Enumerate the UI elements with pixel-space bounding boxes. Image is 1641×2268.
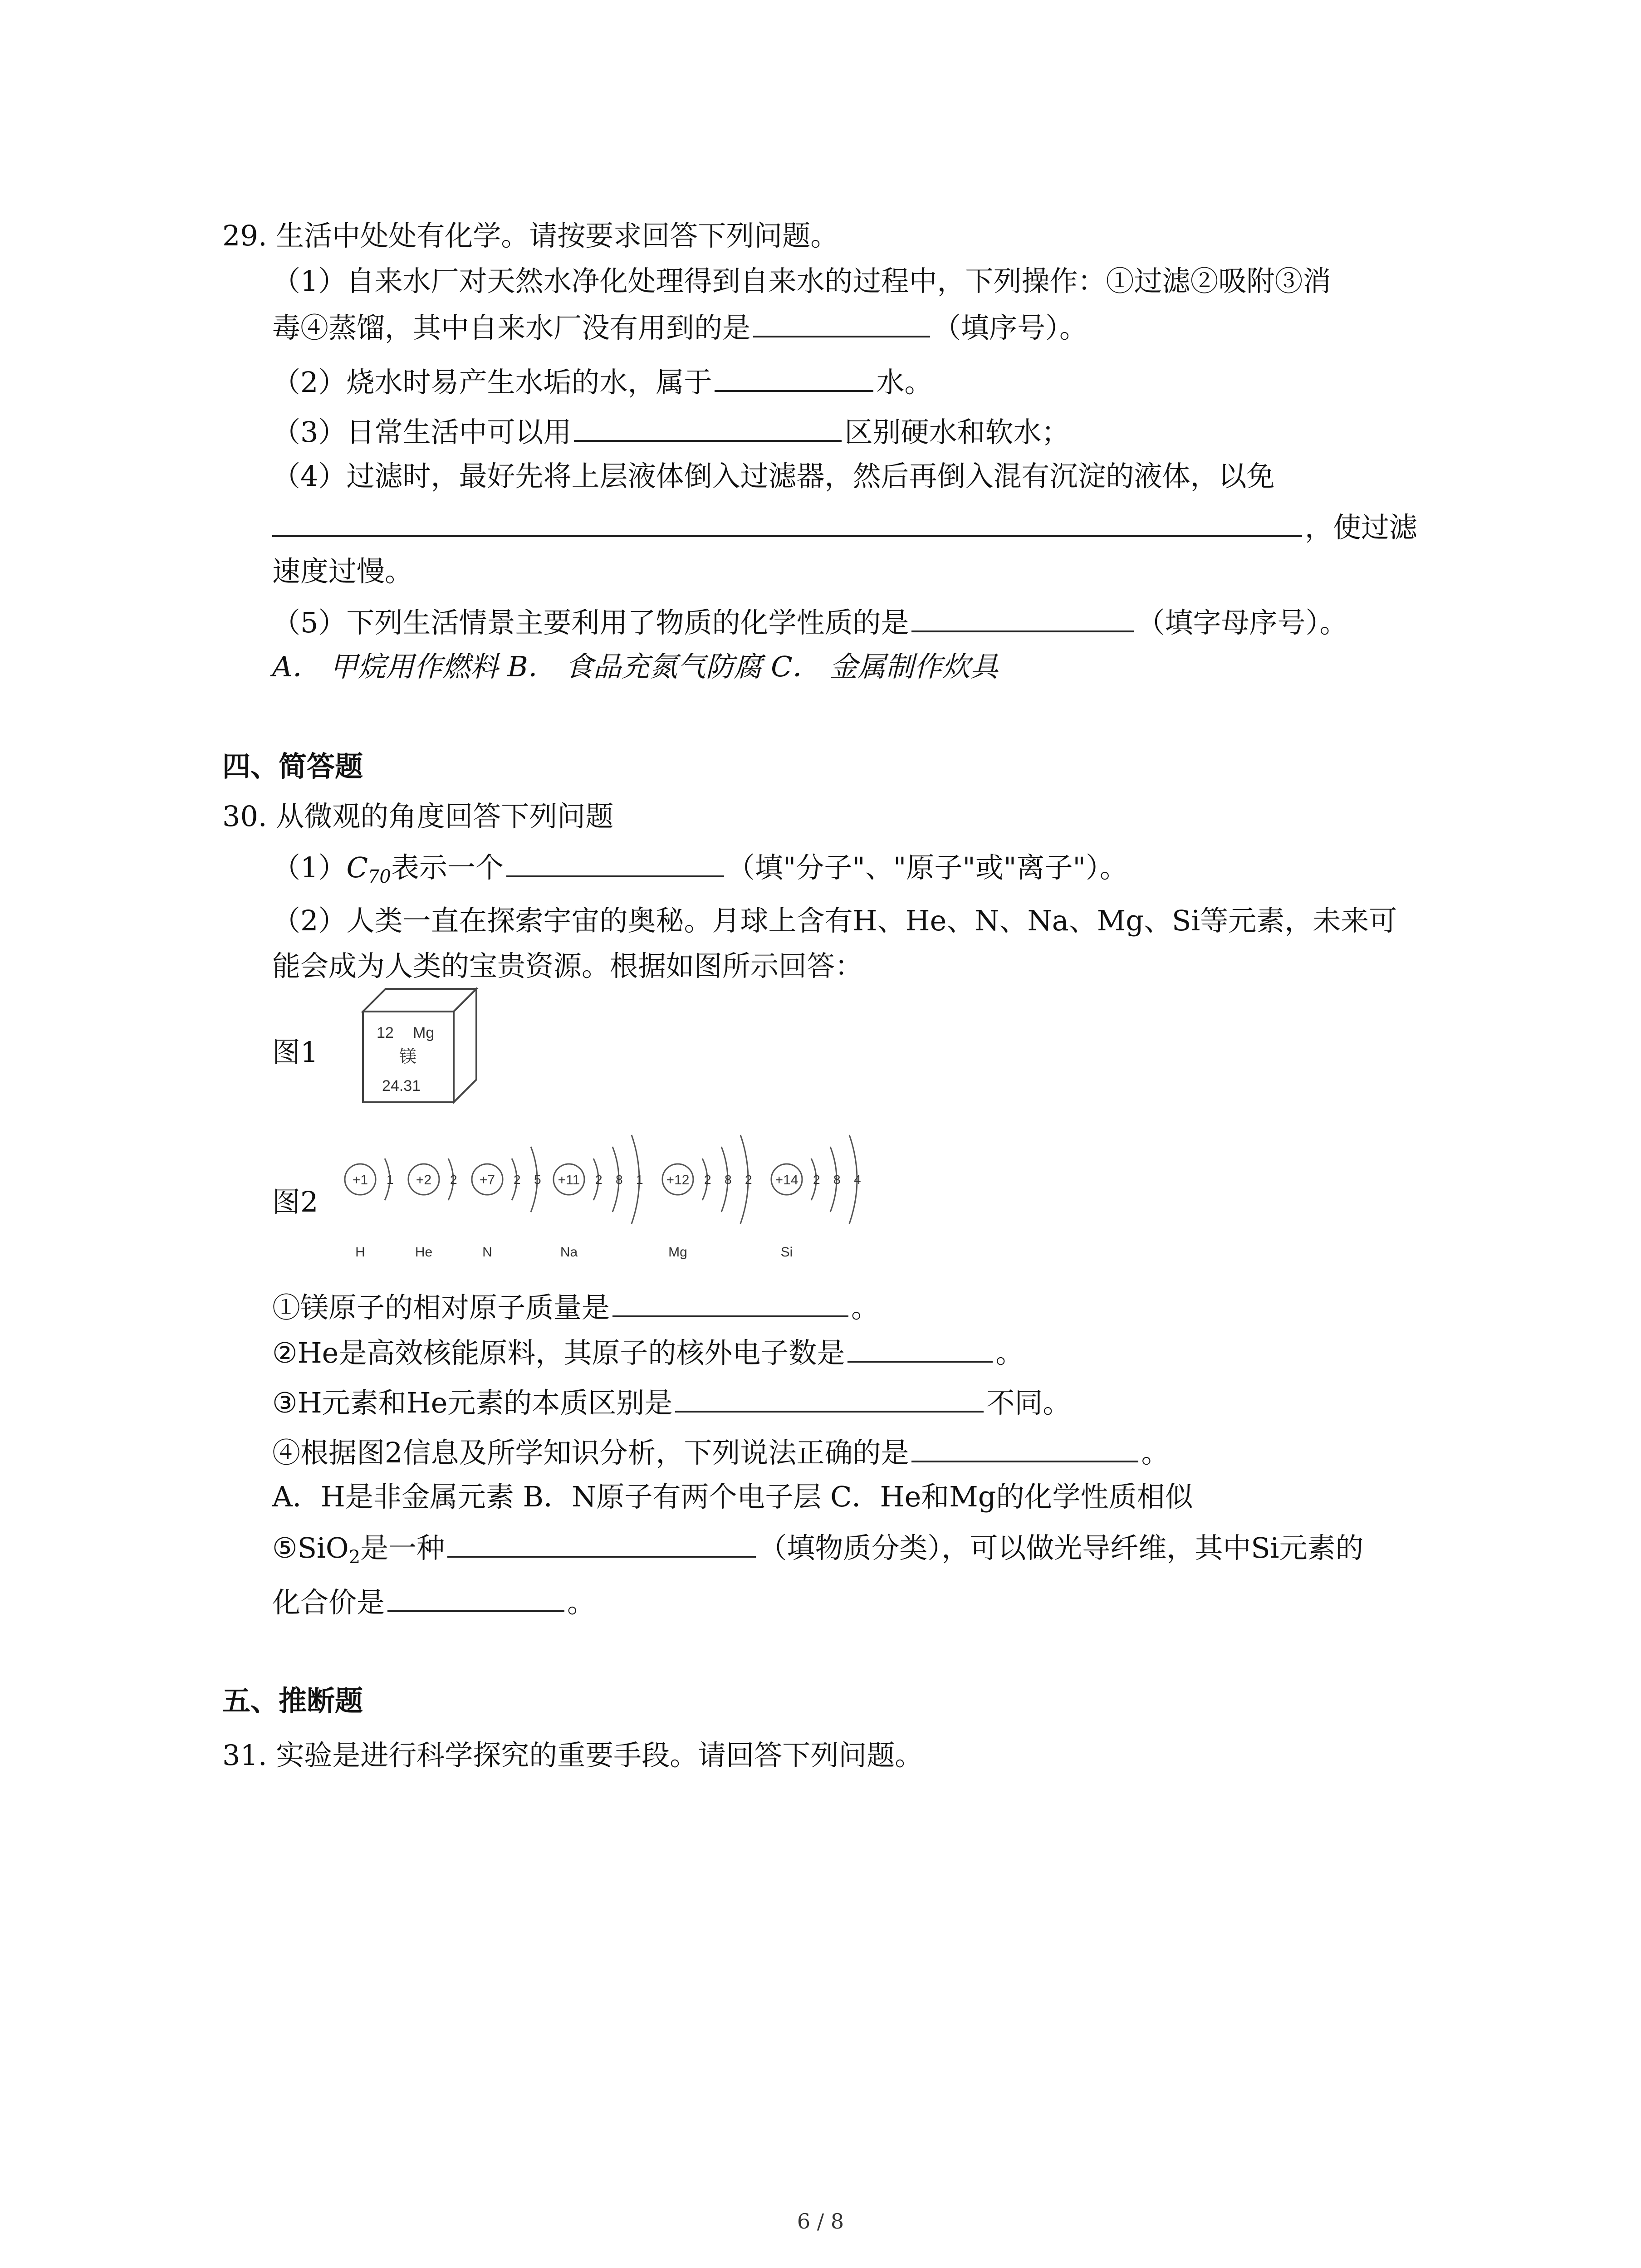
q29-part5-hint: （填字母序号）。 [1136,606,1348,639]
q30-sub5-blank-2[interactable] [387,1579,564,1612]
figure2-label: 图2 [272,1185,318,1218]
nucleus-charge: +14 [775,1173,798,1188]
q29-part1-line2 [272,304,1087,351]
q29-part2-text: （2）烧水时易产生水垢的水，属于 [272,366,712,399]
c70-formula: $C_{70}$ [346,851,391,887]
q30-sub4-options: A．H是非金属元素 B．N原子有两个电子层 C．He和Mg的化学性质相似 [272,1480,1193,1513]
shell-electron-count: 2 [745,1173,752,1187]
atomic-structure-diagrams [336,1120,935,1275]
atom-diagram-mg [662,1135,752,1260]
shell-electron-count: 8 [616,1173,623,1187]
atom-diagram-he [408,1158,457,1260]
shell-electron-count: 2 [595,1173,603,1187]
q30-sub5-text2: 化合价是 [272,1586,385,1619]
q29-part1-line1: （1）自来水厂对天然水净化处理得到自来水的过程中，下列操作：①过滤②吸附③消 [272,264,1331,298]
element-symbol: Mg [413,1024,435,1041]
figure1-label: 图1 [272,1036,318,1069]
q29-part5 [272,599,1347,645]
q30-sub3 [272,1379,1071,1426]
q29-part4-line3: 速度过慢。 [272,555,413,588]
q30-sub4-text: ④根据图2信息及所学知识分析，下列说法正确的是 [272,1436,909,1469]
shell-electron-count: 2 [514,1173,521,1187]
q30-sub5-text: 是一种 [360,1531,445,1564]
q29-part3-suffix: 区别硬水和软水； [844,415,1070,449]
q30-part2-line1: （2）人类一直在探索宇宙的奥秘。月球上含有H、He、N、Na、Mg、Si等元素，未来可 [272,904,1397,937]
q30-sub5-line1 [272,1524,1364,1580]
q30-sub3-end: 不同。 [986,1386,1071,1419]
shell-electron-count: 8 [725,1173,732,1187]
q30-sub1-blank[interactable] [612,1284,848,1317]
atom-symbol-label: H [355,1245,365,1260]
shell-electron-count: 1 [636,1173,643,1187]
atom-diagram-na [554,1135,643,1260]
q30-sub4 [272,1429,1169,1476]
atom-symbol-label: N [482,1245,492,1260]
shell-electron-count: 4 [854,1173,861,1187]
q29-answer-blank-4[interactable] [272,503,1302,537]
q30-part1-text: 表示一个 [391,851,504,884]
q30-sub5-line2 [272,1579,595,1625]
q30-sub2 [272,1329,1024,1376]
atom-symbol-label: Si [780,1245,793,1260]
atom-symbol-label: He [415,1245,433,1260]
q29-options: A． 甲烷用作燃料 B． 食品充氮气防腐 C． 金属制作炊具 [272,650,999,683]
q29-part1-hint: （填序号）。 [933,311,1088,344]
q29-part2 [272,358,932,405]
atom-symbol-label: Mg [668,1245,687,1260]
q29-stem: 29. 生活中处处有化学。请按要求回答下列问题。 [222,219,839,252]
q30-stem: 30. 从微观的角度回答下列问题 [222,800,614,833]
sio2-formula: ⑤SiO$_2$ [272,1531,361,1568]
nucleus-charge: +12 [666,1173,690,1188]
section-heading-inference: 五、推断题 [222,1684,363,1717]
atom-diagram-h [345,1158,394,1260]
q30-sub1 [272,1284,879,1330]
q30-answer-blank-1[interactable] [506,844,724,877]
q30-sub4-blank[interactable] [911,1429,1138,1462]
q30-part1-prefix: （1） [272,851,347,884]
q30-sub2-end: 。 [995,1336,1024,1369]
q30-sub2-blank[interactable] [847,1329,993,1363]
page-number: 6 / 8 [797,2209,844,2234]
q31-stem: 31. 实验是进行科学探究的重要手段。请回答下列问题。 [222,1739,923,1772]
q30-part1-hint: （填"分子"、"原子"或"离子"）。 [726,851,1128,884]
shell-electron-count: 5 [534,1173,541,1187]
q30-part1 [272,844,1128,899]
shell-electron-count: 2 [704,1173,711,1187]
shell-electron-count: 1 [387,1173,394,1187]
element-name: 镁 [399,1047,417,1066]
q30-sub1-text: ①镁原子的相对原子质量是 [272,1291,610,1324]
element-number: 12 [377,1024,394,1041]
q30-sub1-end: 。 [851,1291,880,1324]
shell-electron-count: 2 [813,1173,820,1187]
q30-sub3-blank[interactable] [675,1379,984,1413]
q29-part4-line1: （4）过滤时，最好先将上层液体倒入过滤器，然后再倒入混有沉淀的液体，以免 [272,459,1275,493]
nucleus-charge: +2 [416,1173,432,1188]
q29-answer-blank-5[interactable] [911,599,1134,632]
nucleus-charge: +7 [479,1173,495,1188]
q29-part5-text: （5）下列生活情景主要利用了物质的化学性质的是 [272,606,909,639]
q30-sub5-hint: （填物质分类），可以做光导纤维，其中Si元素的 [759,1531,1364,1564]
shell-electron-count: 2 [450,1173,457,1187]
section-heading-short-answer: 四、简答题 [222,750,363,783]
q30-sub2-text: ②He是高效核能原料，其原子的核外电子数是 [272,1336,845,1369]
q29-part3-text: （3）日常生活中可以用 [272,415,572,449]
q30-sub5-blank-1[interactable] [447,1524,756,1558]
atom-diagram-n [472,1147,541,1260]
atom-diagram-si [771,1135,861,1260]
atom-symbol-label: Na [560,1245,578,1260]
element-card-figure [358,984,485,1107]
q29-part4-line2 [272,503,1417,550]
q29-answer-blank-1[interactable] [753,304,930,337]
q29-part2-suffix: 水。 [876,366,933,399]
nucleus-charge: +1 [352,1173,368,1188]
q30-sub4-end: 。 [1141,1436,1170,1469]
q29-answer-blank-3[interactable] [574,408,842,442]
element-mass: 24.31 [382,1077,421,1095]
q30-part2-line2: 能会成为人类的宝贵资源。根据如图所示回答： [272,949,863,982]
nucleus-charge: +11 [558,1173,580,1188]
q29-part4-suffix: ，使过滤 [1305,511,1418,544]
q30-sub3-text: ③H元素和He元素的本质区别是 [272,1386,673,1419]
q29-part3 [272,408,1069,455]
q29-answer-blank-2[interactable] [715,358,873,392]
shell-electron-count: 8 [833,1173,841,1187]
q29-part1-text: 毒④蒸馏，其中自来水厂没有用到的是 [272,311,751,344]
q30-sub5-end: 。 [567,1586,596,1619]
